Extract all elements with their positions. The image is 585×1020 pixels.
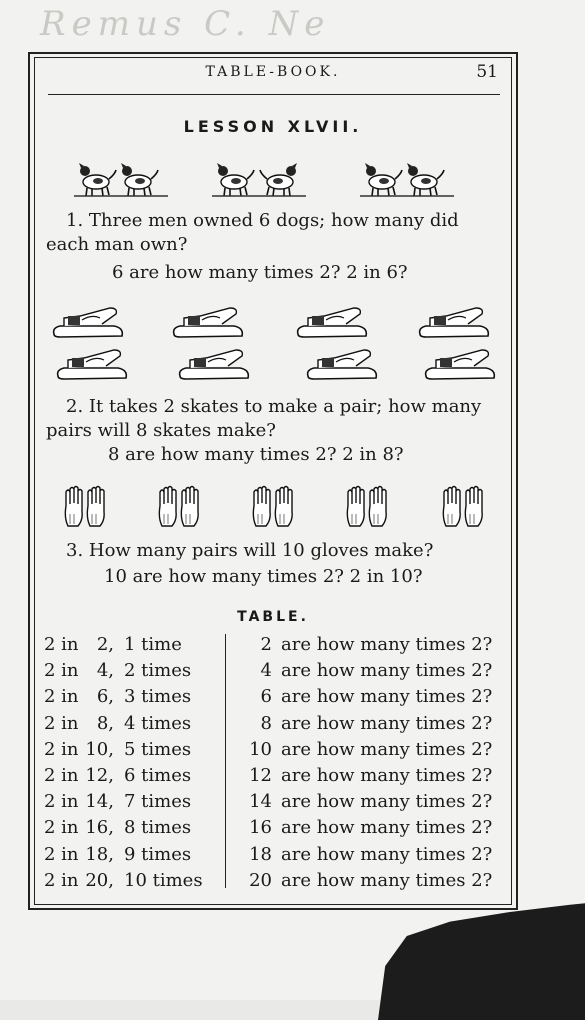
- table-left-quotient: 10 times: [124, 869, 203, 891]
- table-left-quotient: 8 times: [124, 817, 192, 839]
- torn-corner: [378, 900, 585, 1020]
- skate-icon: [298, 308, 367, 337]
- skate-icon: [58, 350, 127, 379]
- table-right-number: 2: [260, 634, 272, 655]
- table-left-quotient: 6 times: [124, 765, 192, 786]
- glove-icon: [275, 487, 292, 527]
- glove-icon: [87, 487, 104, 527]
- table-right-question: are how many times 2?: [281, 765, 493, 786]
- glove-icon: [443, 487, 460, 527]
- dog-icon: [217, 163, 254, 196]
- dog-icon: [260, 163, 297, 196]
- table-left-quotient: 9 times: [124, 843, 192, 865]
- page-number: 51: [476, 62, 498, 82]
- table-left-prefix: 2 in: [44, 843, 79, 865]
- table-left-dividend: 14,: [85, 791, 114, 813]
- table-left-prefix: 2 in: [44, 869, 79, 891]
- dog-icon: [407, 163, 444, 196]
- header-rule: [48, 94, 500, 95]
- table-left-dividend: 2,: [96, 634, 114, 655]
- table-left-prefix: 2 in: [44, 765, 79, 786]
- table-right-number: 14: [249, 791, 272, 813]
- table-left-prefix: 2 in: [44, 712, 79, 734]
- skates-svg: [48, 300, 498, 388]
- skate-icon: [420, 308, 489, 337]
- glove-icon: [181, 487, 198, 527]
- skates-illustration: [48, 300, 498, 388]
- skate-icon: [174, 308, 243, 337]
- table-title: TABLE.: [237, 609, 309, 625]
- skate-icon: [308, 350, 377, 379]
- dogs-svg: [70, 158, 470, 200]
- question-1-line-1: 1. Three men owned 6 dogs; how many did: [66, 210, 459, 231]
- table-right-number: 6: [260, 686, 272, 708]
- table-right-number: 10: [249, 738, 272, 760]
- question-3-line-1: 3. How many pairs will 10 gloves make?: [66, 540, 434, 561]
- table-left-dividend: 16,: [85, 817, 114, 839]
- table-left-quotient: 5 times: [124, 738, 192, 760]
- table-right-number: 16: [249, 817, 272, 839]
- table-left-dividend: 12,: [85, 765, 114, 786]
- table-left-quotient: 4 times: [124, 712, 192, 734]
- table-right-question: are how many times 2?: [281, 869, 493, 891]
- table-left-dividend: 6,: [96, 686, 114, 708]
- dogs-illustration: [70, 158, 470, 200]
- skate-icon: [180, 350, 249, 379]
- glove-icon: [159, 487, 176, 527]
- table-right-question: are how many times 2?: [281, 712, 493, 734]
- table-left-prefix: 2 in: [44, 791, 79, 813]
- table-right-question: are how many times 2?: [281, 738, 493, 760]
- running-header: [34, 62, 512, 90]
- glove-icon: [369, 487, 386, 527]
- table-right-number: 18: [249, 843, 272, 865]
- table-right-question: are how many times 2?: [281, 660, 493, 682]
- dog-icon: [365, 163, 402, 196]
- glove-icon: [347, 487, 364, 527]
- table-left-quotient: 1 time: [124, 634, 182, 655]
- question-3-sub: 10 are how many times 2? 2 in 10?: [104, 566, 423, 587]
- gloves-svg: [60, 484, 500, 532]
- table-right-number: 4: [260, 660, 272, 682]
- question-1-line-2: each man own?: [46, 234, 188, 255]
- table-left-quotient: 3 times: [124, 686, 192, 708]
- table-left-quotient: 7 times: [124, 791, 192, 813]
- table-left-prefix: 2 in: [44, 686, 79, 708]
- table-left-prefix: 2 in: [44, 817, 79, 839]
- table-left-prefix: 2 in: [44, 660, 79, 682]
- table-right-number: 12: [249, 765, 272, 786]
- table-right-question: are how many times 2?: [281, 634, 493, 655]
- table-left-dividend: 10,: [85, 738, 114, 760]
- table-left-dividend: 20,: [85, 869, 114, 891]
- table-left-dividend: 8,: [96, 712, 114, 734]
- table-right-question: are how many times 2?: [281, 817, 493, 839]
- table-left-dividend: 4,: [96, 660, 114, 682]
- question-2-sub: 8 are how many times 2? 2 in 8?: [108, 444, 404, 465]
- question-1-sub: 6 are how many times 2? 2 in 6?: [112, 262, 408, 283]
- question-2-line-1: 2. It takes 2 skates to make a pair; how many: [66, 396, 482, 417]
- dog-icon: [79, 163, 116, 196]
- table-left-dividend: 18,: [85, 843, 114, 865]
- dog-icon: [121, 163, 158, 196]
- table-left-quotient: 2 times: [124, 660, 192, 682]
- gloves-illustration: [60, 484, 500, 532]
- table-right-number: 20: [249, 869, 272, 891]
- table-right-question: are how many times 2?: [281, 686, 493, 708]
- table-right-question: are how many times 2?: [281, 791, 493, 813]
- question-2-line-2: pairs will 8 skates make?: [46, 420, 276, 441]
- glove-icon: [253, 487, 270, 527]
- table-left-prefix: 2 in: [44, 738, 79, 760]
- glove-icon: [465, 487, 482, 527]
- lesson-title: LESSON XLVII.: [183, 117, 363, 136]
- table-right-question: are how many times 2?: [281, 843, 493, 865]
- glove-icon: [65, 487, 82, 527]
- skate-icon: [54, 308, 123, 337]
- handwritten-inscription: Remus C. Ne: [40, 4, 331, 44]
- table-divider: [225, 634, 226, 888]
- skate-icon: [426, 350, 495, 379]
- table-left-prefix: 2 in: [44, 634, 79, 655]
- running-head-title: TABLE-BOOK.: [205, 64, 341, 80]
- table-right-number: 8: [260, 712, 272, 734]
